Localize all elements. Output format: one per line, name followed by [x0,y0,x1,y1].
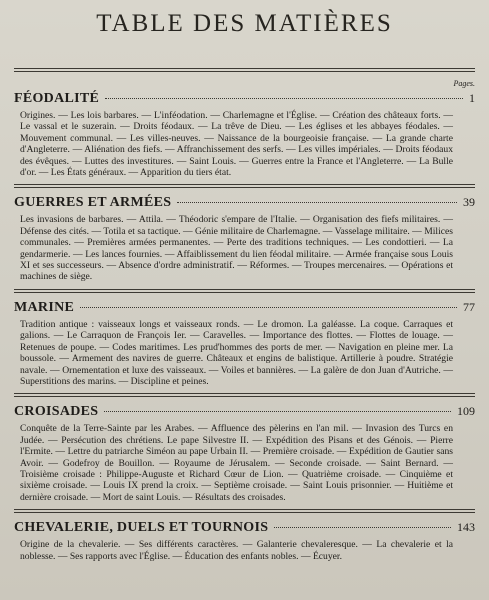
dot-leader [104,411,451,412]
section-feodalite [14,79,475,178]
section-summary: Tradition antique : vaisseaux longs et vaisseaux ronds. — Le dromon. La galéasse. La coque. Carraques et galions. — Le Carraquon de François Ier. — Caravelles. — Importance des flottes. — Flottes de louage. — Retenues de poupe. — Codes maritimes. Les prud'hommes des ports de mer. — Navigation en pleine mer. La boussole. — Armement des navires de guerre. Châteaux et engins de balistique. Artillerie à poudre. Stratégie navale. — Ornementation et luxe des vaisseaux. — Voiles et bannières. — La galère de don Juan d'Autriche. — Superstitions des marins. — Discipline et peines. [20,318,453,387]
section-heading [14,520,475,536]
section-summary: Conquête de la Terre-Sainte par les Arabes. — Affluence des pèlerins en l'an mil. — Invasion des Turcs en Judée. — Persécution des chrétiens. Le pape Silvestre II. — Expédition des Pisans et des Génois. — Pierre l'Ermite. — Lettre du patriarche Siméon au pape Urbain II. — Première croisade. — Expédition de Gautier sans Avoir. — Godefroy de Bouillon. — Royaume de Jérusalem. — Seconde croisade. — Saint Bernard. — Troisième croisade : Philippe-Auguste et Richard Cœur de Lion. — Quatrième croisade. — Cinquième et sixième croisade. — Louis IX prend la croix. — Septième croisade. — Saint Louis prisonnier. — Huitième et dernière croisade. — Mort de saint Louis. — Résultats des croisades. [20,423,453,503]
pages-column-label: Pages. [453,79,475,88]
dot-leader [80,307,457,308]
section-chevalerie [14,520,475,562]
section-heading [14,91,475,107]
section-title: CHEVALERIE, DUELS ET TOURNOIS [14,520,269,536]
section-heading [14,404,475,420]
section-heading [14,195,475,211]
section-page-number: 1 [469,91,475,105]
section-page-number: 109 [457,404,475,419]
section-page-number: 77 [463,299,475,314]
section-divider [14,509,475,513]
section-divider [14,289,475,293]
section-divider [14,393,475,397]
section-guerres [14,195,475,282]
section-heading [14,300,475,316]
section-page-number: 39 [463,195,475,210]
dot-leader [177,202,457,203]
dot-leader [274,527,451,528]
section-summary: Origine de la chevalerie. — Ses différents caractères. — Galanterie chevaleresque. — La chevalerie et la noblesse. — Ses rapports avec l'Église. — Éducation des enfants nobles. — Écuyer. [20,539,453,562]
section-title: GUERRES ET ARMÉES [14,195,172,211]
section-divider [14,184,475,188]
section-divider [14,68,475,72]
section-summary: Origines. — Les lois barbares. — L'inféodation. — Charlemagne et l'Église. — Création des châteaux forts. — Le vassal et le suzerain. — Droits féodaux. — La trêve de Dieu. — Les églises et les abbayes féodales. — Mouvement communal. — Les villes-neuves. — Naissance de la bourgeoisie française. — La grande charte d'Angleterre. — Aliénation des fiefs. — Affranchissement des serfs. — Les villes impériales. — Droits féodaux des évêques. — Luttes des investitures. — Saint Louis. — Guerres entre la France et l'Angleterre. — La Bulle d'or. — Les États généraux. — Apparition du tiers état. [20,110,453,179]
page-title: TABLE DES MATIÈRES [96,10,393,37]
section-summary: Les invasions de barbares. — Attila. — Théodoric s'empare de l'Italie. — Organisation des fiefs militaires. — Défense des cités. — Totila et sa tactique. — Génie militaire de Charlemagne. — Vasselage militaire. — Milices communales. — Premières armées permanentes. — Perte des traditions techniques. — Les condottieri. — La gendarmerie. — Les lances fournies. — Affaiblissement du lien féodal militaire. — Armée française sous Louis XI et ses successeurs. — Absence d'ordre administratif. — Réformes. — Troupes mercenaires. — Opérations et machines de siège. [20,214,453,283]
section-page-number: 143 [457,520,475,535]
section-title: FÉODALITÉ [14,91,100,106]
section-marine [14,300,475,387]
section-title: MARINE [14,299,75,315]
dot-leader [105,98,463,99]
section-croisades [14,404,475,503]
section-title: CROISADES [14,404,99,420]
